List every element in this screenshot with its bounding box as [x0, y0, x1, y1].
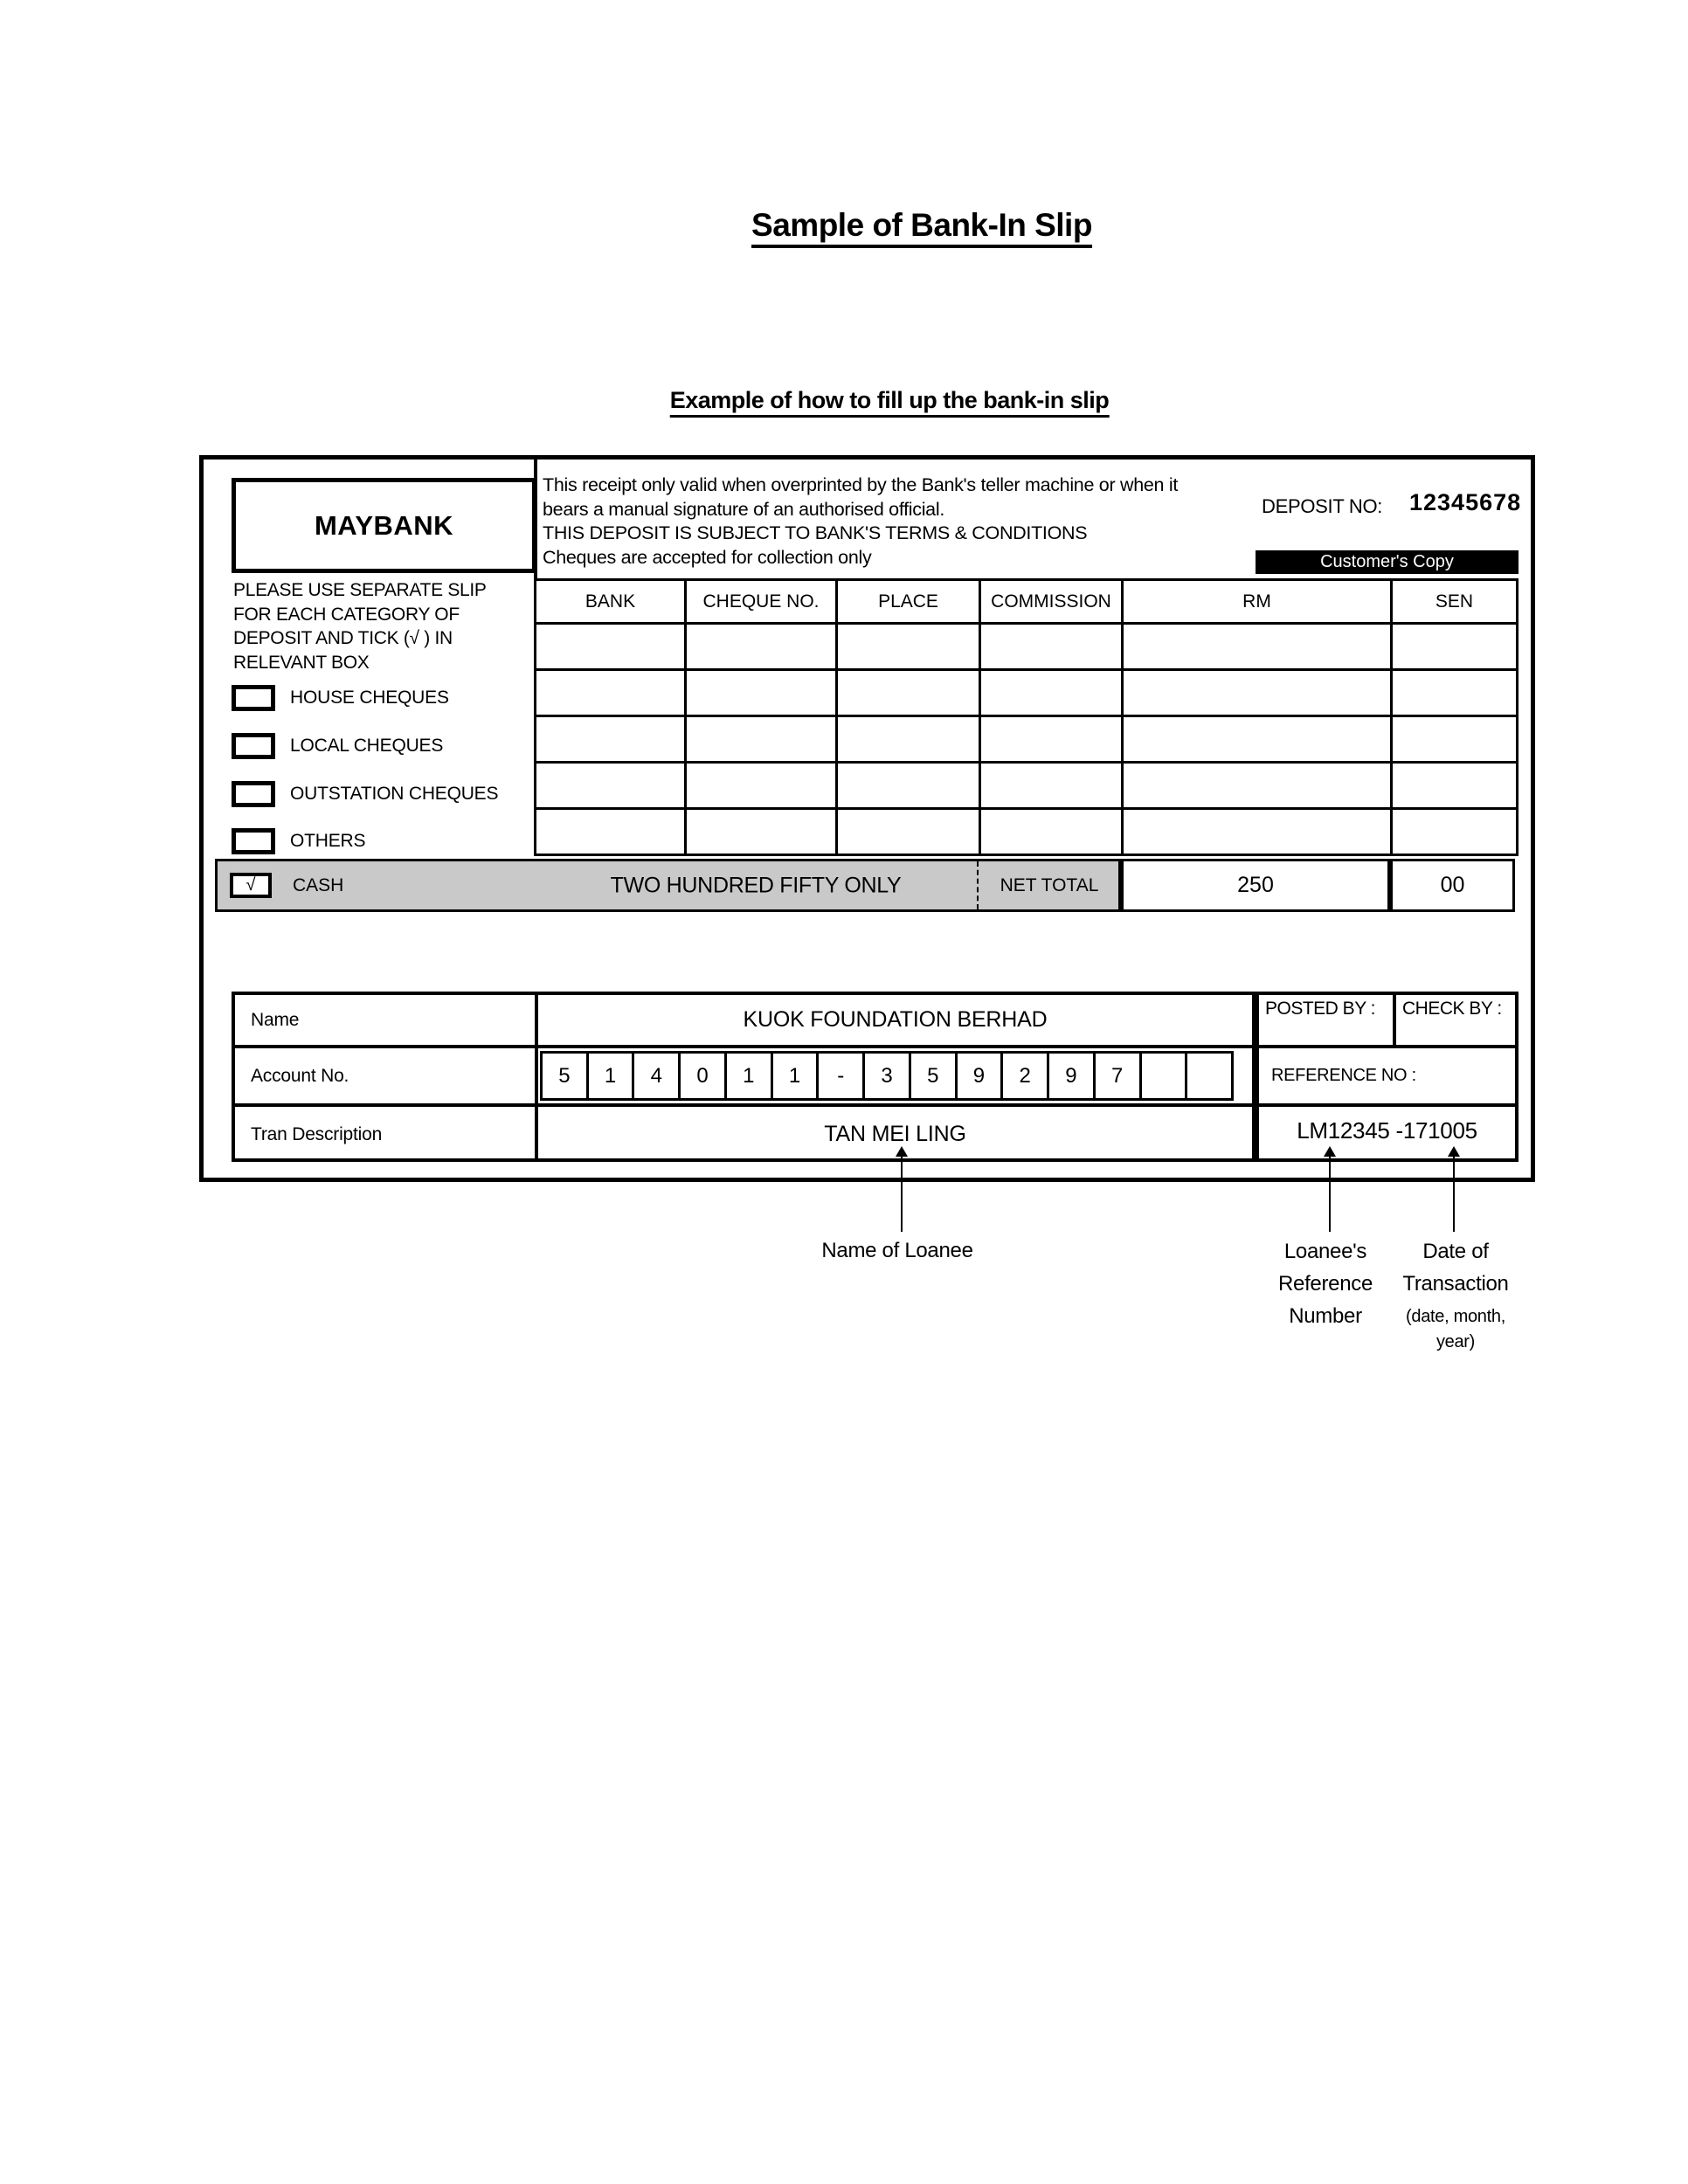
- category-label: LOCAL CHEQUES: [290, 736, 444, 756]
- category-row-others: [232, 828, 365, 854]
- reference-no-label: REFERENCE NO :: [1259, 1048, 1515, 1107]
- instruction-line: DEPOSIT AND TICK (√ ) IN: [233, 628, 453, 648]
- table-row: [536, 670, 1518, 716]
- column-header-commission: COMMISSION: [980, 580, 1123, 624]
- column-header-place: PLACE: [837, 580, 980, 624]
- account-digit: 5: [909, 1051, 958, 1101]
- arrow-name-of-loanee: [901, 1157, 903, 1232]
- notice-line: This receipt only valid when overprinted by the Bank's teller machine or when it: [543, 474, 1179, 495]
- amount-in-words: TWO HUNDRED FIFTY ONLY: [610, 873, 902, 897]
- annotation-name-of-loanee: Name of Loanee: [821, 1239, 973, 1262]
- cash-checkbox: [230, 873, 272, 898]
- account-no-label: Account No.: [235, 1048, 538, 1103]
- annotation-date-of-transaction: Date of Transaction: [1402, 1240, 1509, 1296]
- outstation-cheques-checkbox: [232, 781, 275, 807]
- annotation-date-note: (date, month, year): [1406, 1307, 1505, 1351]
- notice-text: [543, 473, 1178, 570]
- check-by-label: CHECK BY :: [1402, 999, 1502, 1019]
- others-checkbox: [232, 828, 275, 854]
- column-header-cheque-no: CHEQUE NO.: [686, 580, 837, 624]
- table-row: [536, 809, 1518, 855]
- local-cheques-checkbox: [232, 733, 275, 759]
- annotation-loanee-reference: Loanee's Reference Number: [1277, 1240, 1373, 1328]
- category-label: OUTSTATION CHEQUES: [290, 784, 499, 804]
- deposit-no-value: 12345678: [1409, 489, 1522, 515]
- table-row: [536, 716, 1518, 763]
- category-row-outstation-cheques: [232, 781, 498, 807]
- column-header-sen: SEN: [1392, 580, 1518, 624]
- bank-logo-box: [232, 478, 536, 573]
- account-digit: 4: [632, 1051, 681, 1101]
- house-cheques-checkbox: [232, 685, 275, 711]
- details-section: [232, 992, 1256, 1162]
- page-subtitle: Example of how to fill up the bank-in slip: [670, 387, 1110, 418]
- bank-name: MAYBANK: [314, 509, 454, 541]
- account-digit: 7: [1093, 1051, 1142, 1101]
- arrow-date-of-transaction: [1453, 1157, 1455, 1232]
- name-label: Name: [235, 995, 538, 1045]
- tick-mark: √: [246, 875, 256, 895]
- page-title: Sample of Bank-In Slip: [751, 207, 1092, 248]
- account-digit-empty: [1185, 1051, 1234, 1101]
- vertical-divider: [534, 455, 537, 578]
- instruction-line: PLEASE USE SEPARATE SLIP: [233, 580, 487, 600]
- posted-check-row: [1259, 995, 1515, 1048]
- arrow-loanee-reference: [1329, 1157, 1331, 1232]
- deposit-table: [534, 578, 1519, 856]
- account-number-boxes: [540, 1051, 1234, 1101]
- tran-description-label: Tran Description: [235, 1107, 538, 1162]
- notice-line: bears a manual signature of an authorised official.: [543, 498, 944, 520]
- notice-line: Cheques are accepted for collection only: [543, 546, 872, 568]
- table-row: [536, 624, 1518, 670]
- account-digit: 5: [540, 1051, 589, 1101]
- instruction-line: FOR EACH CATEGORY OF: [233, 604, 460, 625]
- account-digit-empty: [1139, 1051, 1188, 1101]
- net-total-label: NET TOTAL: [1000, 874, 1099, 895]
- category-row-house-cheques: [232, 685, 449, 711]
- cash-label: CASH: [293, 874, 344, 895]
- account-digit: 9: [1047, 1051, 1096, 1101]
- category-label: OTHERS: [290, 831, 366, 851]
- tran-description-value: TAN MEI LING: [824, 1122, 966, 1146]
- posted-by-label: POSTED BY :: [1259, 995, 1396, 1045]
- category-label: HOUSE CHEQUES: [290, 688, 449, 708]
- instruction-line: RELEVANT BOX: [233, 652, 370, 673]
- teller-section: [1256, 992, 1519, 1162]
- table-header-row: [536, 580, 1518, 624]
- net-total-sen-value: 00: [1390, 859, 1515, 912]
- category-row-local-cheques: [232, 733, 443, 759]
- account-no-row: [235, 1048, 1252, 1107]
- account-digit: 3: [862, 1051, 911, 1101]
- account-digit: 9: [955, 1051, 1004, 1101]
- account-digit: 0: [678, 1051, 727, 1101]
- deposit-no-label: DEPOSIT NO:: [1262, 495, 1383, 517]
- tran-description-row: [235, 1107, 1252, 1162]
- account-digit: 1: [724, 1051, 773, 1101]
- name-value: KUOK FOUNDATION BERHAD: [743, 1007, 1048, 1032]
- tick-instruction: [233, 578, 487, 674]
- reference-no-value: LM12345 -171005: [1297, 1117, 1477, 1144]
- column-header-bank: BANK: [536, 580, 686, 624]
- table-row: [536, 763, 1518, 809]
- customers-copy-badge: Customer's Copy: [1256, 550, 1519, 574]
- column-header-rm: RM: [1123, 580, 1392, 624]
- account-digit: 2: [1000, 1051, 1049, 1101]
- account-digit: 1: [771, 1051, 820, 1101]
- account-digit-separator: -: [816, 1051, 865, 1101]
- net-total-rm-value: 250: [1121, 859, 1390, 912]
- notice-line: THIS DEPOSIT IS SUBJECT TO BANK'S TERMS & CONDITIONS: [543, 522, 1088, 543]
- cash-row: [215, 859, 1121, 912]
- account-digit: 1: [586, 1051, 635, 1101]
- name-row: [235, 995, 1252, 1048]
